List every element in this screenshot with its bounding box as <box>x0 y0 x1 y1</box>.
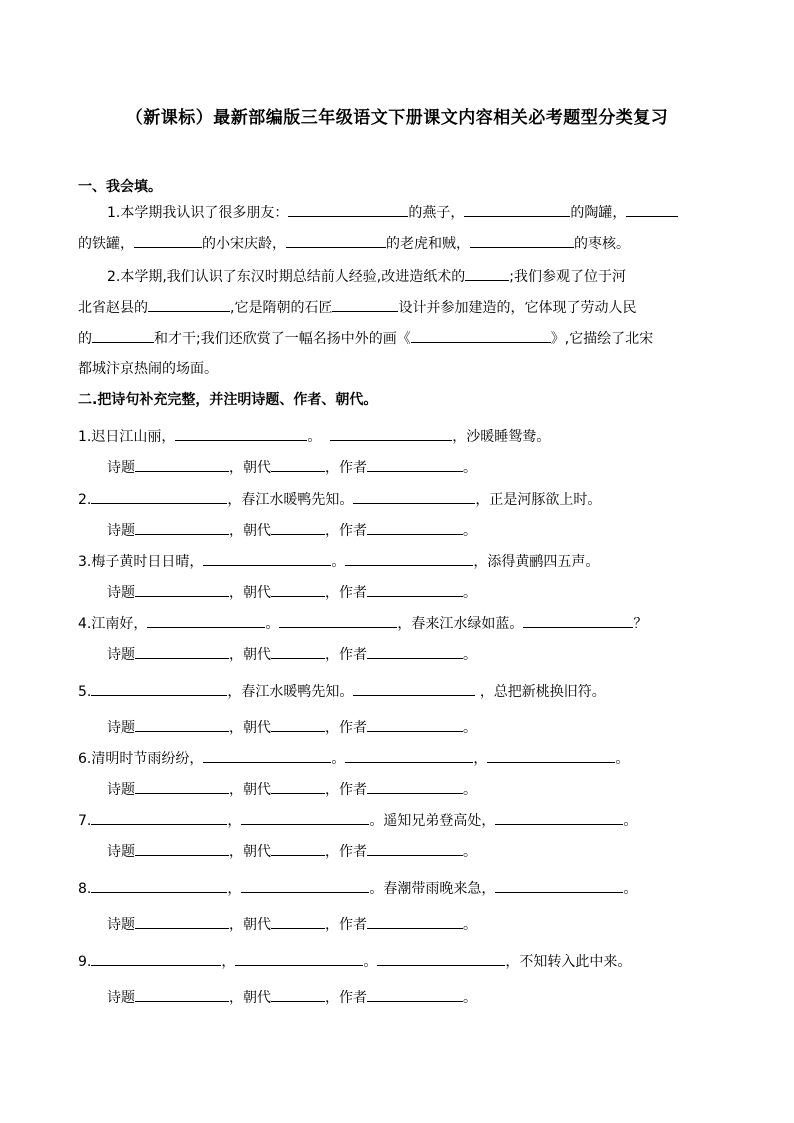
meta-dynasty-label: ，朝代 <box>229 782 271 798</box>
meta-author-label: ，作者 <box>325 460 367 476</box>
meta-end: 。 <box>463 523 477 539</box>
meta-end: 。 <box>463 782 477 798</box>
meta-end: 。 <box>463 585 477 601</box>
q2-text-a: 2.本学期,我们认识了东汉时期总结前人经验,改进造纸术的 <box>107 269 466 285</box>
section-1-heading: 一、我会填。 <box>78 179 162 195</box>
poem-text: ，总把新桃换旧符。 <box>479 684 606 700</box>
meta-end: 。 <box>463 844 477 860</box>
q2-text-g: 和才干;我们还欣赏了一幅名扬中外的画《 <box>154 331 411 347</box>
poem-text: 。 <box>331 751 346 767</box>
poem-text: 4.江南好， <box>78 616 148 632</box>
meta-author-label: ，作者 <box>325 917 367 933</box>
poem-text: ， <box>227 881 242 897</box>
poem-title-blank[interactable] <box>135 643 229 659</box>
poem-title-blank[interactable] <box>135 913 229 929</box>
poem-text: 。 <box>331 554 346 570</box>
answer-blank[interactable] <box>626 201 678 217</box>
poem-title-blank[interactable] <box>135 581 229 597</box>
poem-8-line <box>78 877 637 898</box>
meta-end: 。 <box>463 990 477 1006</box>
answer-blank[interactable] <box>241 877 369 893</box>
poem-text: 5. <box>78 684 92 700</box>
author-blank[interactable] <box>367 986 463 1002</box>
answer-blank[interactable] <box>241 809 369 825</box>
answer-blank[interactable] <box>377 950 505 966</box>
answer-blank[interactable] <box>91 877 227 893</box>
poem-title-blank[interactable] <box>135 840 229 856</box>
meta-dynasty-label: ，朝代 <box>229 917 271 933</box>
meta-dynasty-label: ，朝代 <box>229 647 271 663</box>
poem-text: ， <box>221 954 236 970</box>
author-blank[interactable] <box>367 913 463 929</box>
poem-5-line <box>78 680 606 701</box>
poem-7-line <box>78 809 637 830</box>
poem-text: ，春江水暖鸭先知。 <box>227 684 354 700</box>
poem-text: ，正是河豚欲上时。 <box>475 492 602 508</box>
author-blank[interactable] <box>367 643 463 659</box>
author-blank[interactable] <box>367 581 463 597</box>
meta-author-label: ，作者 <box>325 844 367 860</box>
poem-title-blank[interactable] <box>135 986 229 1002</box>
answer-blank[interactable] <box>345 747 473 763</box>
answer-blank[interactable] <box>470 232 574 248</box>
q1-text-b: 的燕子， <box>408 205 465 221</box>
answer-blank[interactable] <box>134 232 202 248</box>
answer-blank[interactable] <box>279 612 397 628</box>
answer-blank[interactable] <box>345 550 473 566</box>
q1-line-2 <box>78 232 630 253</box>
poem-6-line <box>78 747 629 768</box>
answer-blank[interactable] <box>353 680 475 696</box>
answer-blank[interactable] <box>464 201 570 217</box>
q2-text-b: ;我们参观了位于河 <box>509 269 626 285</box>
page-title: （新课标）最新部编版三年级语文下册课文内容相关必考题型分类复习 <box>125 108 669 128</box>
poem-text: ，春来江水绿如蓝。 <box>397 616 524 632</box>
answer-blank[interactable] <box>203 550 331 566</box>
meta-poem-label: 诗题 <box>107 647 135 663</box>
q1-text-e: 的小宋庆龄， <box>202 236 286 252</box>
poem-text: ， <box>473 751 488 767</box>
poem-title-blank[interactable] <box>135 519 229 535</box>
poem-3-meta <box>107 581 477 602</box>
poem-9-meta <box>107 986 477 1007</box>
q2-text-c: 北省赵县的 <box>78 300 148 316</box>
answer-blank[interactable] <box>465 265 509 281</box>
meta-dynasty-label: ，朝代 <box>229 844 271 860</box>
poem-text: 。 <box>623 881 638 897</box>
answer-blank[interactable] <box>91 809 227 825</box>
dynasty-blank[interactable] <box>271 778 325 794</box>
answer-blank[interactable] <box>92 327 154 343</box>
meta-end: 。 <box>463 460 477 476</box>
poem-text: 1.迟日江山丽， <box>78 429 176 445</box>
poem-9-line <box>78 950 631 971</box>
answer-blank[interactable] <box>286 232 386 248</box>
poem-text: 。春潮带雨晚来急， <box>369 881 496 897</box>
meta-author-label: ，作者 <box>325 647 367 663</box>
poem-8-meta <box>107 913 477 934</box>
meta-author-label: ，作者 <box>325 585 367 601</box>
poem-title-blank[interactable] <box>135 456 229 472</box>
meta-dynasty-label: ，朝代 <box>229 460 271 476</box>
poem-4-meta <box>107 643 477 664</box>
poem-text: 2. <box>78 492 92 508</box>
poem-text: ，添得黄鹂四五声。 <box>473 554 600 570</box>
q2-line-1 <box>107 265 626 286</box>
q1-text-g: 的枣核。 <box>574 236 630 252</box>
author-blank[interactable] <box>367 456 463 472</box>
answer-blank[interactable] <box>175 425 307 441</box>
answer-blank[interactable] <box>495 877 623 893</box>
meta-poem-label: 诗题 <box>107 782 135 798</box>
meta-author-label: ，作者 <box>325 990 367 1006</box>
poem-title-blank[interactable] <box>135 778 229 794</box>
poem-text: 3.梅子黄时日日晴， <box>78 554 204 570</box>
meta-poem-label: 诗题 <box>107 844 135 860</box>
meta-end: 。 <box>463 917 477 933</box>
answer-blank[interactable] <box>332 296 398 312</box>
meta-dynasty-label: ，朝代 <box>229 720 271 736</box>
meta-poem-label: 诗题 <box>107 720 135 736</box>
poem-4-line <box>78 612 647 633</box>
meta-poem-label: 诗题 <box>107 990 135 1006</box>
poem-text: 。遥知兄弟登高处， <box>369 813 496 829</box>
q1-text-f: 的老虎和贼， <box>386 236 470 252</box>
answer-blank[interactable] <box>523 612 633 628</box>
answer-blank[interactable] <box>147 612 265 628</box>
poem-text: 8. <box>78 881 92 897</box>
meta-poem-label: 诗题 <box>107 585 135 601</box>
poem-text: ，沙暖睡鸳鸯。 <box>452 429 551 445</box>
dynasty-blank[interactable] <box>271 986 325 1002</box>
poem-text: 6.清明时节雨纷纷， <box>78 751 204 767</box>
dynasty-blank[interactable] <box>271 643 325 659</box>
q2-text-d: ,它是隋朝的石匠 <box>230 300 333 316</box>
q1-text-d: 的铁罐， <box>78 236 134 252</box>
section-2-heading: 二.把诗句补充完整，并注明诗题、作者、朝代。 <box>78 392 378 408</box>
dynasty-blank[interactable] <box>271 840 325 856</box>
poem-1-meta <box>107 456 477 477</box>
poem-text: 。 <box>615 751 630 767</box>
q2-line-3 <box>78 327 653 348</box>
dynasty-blank[interactable] <box>271 581 325 597</box>
author-blank[interactable] <box>367 778 463 794</box>
meta-poem-label: 诗题 <box>107 460 135 476</box>
meta-dynasty-label: ，朝代 <box>229 990 271 1006</box>
q1-text-c: 的陶罐， <box>570 205 627 221</box>
poem-text: ，春江水暖鸭先知。 <box>227 492 354 508</box>
author-blank[interactable] <box>367 840 463 856</box>
dynasty-blank[interactable] <box>271 519 325 535</box>
meta-author-label: ，作者 <box>325 523 367 539</box>
answer-blank[interactable] <box>235 950 363 966</box>
q2-text-e: 设计并参加建造的，它体现了劳动人民 <box>398 300 637 316</box>
q2-text-h: 》,它描绘了北宋 <box>550 331 654 347</box>
dynasty-blank[interactable] <box>271 716 325 732</box>
poem-6-meta <box>107 778 477 799</box>
dynasty-blank[interactable] <box>271 913 325 929</box>
poem-text: ， <box>227 813 242 829</box>
meta-dynasty-label: ，朝代 <box>229 523 271 539</box>
answer-blank[interactable] <box>203 747 331 763</box>
answer-blank[interactable] <box>330 425 452 441</box>
answer-blank[interactable] <box>411 327 551 343</box>
poem-5-meta <box>107 716 477 737</box>
answer-blank[interactable] <box>288 201 408 217</box>
meta-poem-label: 诗题 <box>107 917 135 933</box>
poem-text: 。 <box>623 813 638 829</box>
poem-text: 9. <box>78 954 92 970</box>
meta-dynasty-label: ，朝代 <box>229 585 271 601</box>
poem-text: ？ <box>633 616 648 632</box>
q2-text-f: 的 <box>78 331 92 347</box>
answer-blank[interactable] <box>495 809 623 825</box>
dynasty-blank[interactable] <box>271 456 325 472</box>
poem-7-meta <box>107 840 477 861</box>
q2-text-i: 都城汴京热闹的场面。 <box>78 361 218 377</box>
meta-author-label: ，作者 <box>325 782 367 798</box>
q1-line-1 <box>107 201 678 222</box>
answer-blank[interactable] <box>148 296 230 312</box>
q2-line-4 <box>78 358 218 378</box>
poem-2-line <box>78 488 601 509</box>
meta-poem-label: 诗题 <box>107 523 135 539</box>
answer-blank[interactable] <box>487 747 615 763</box>
poem-text: 。 <box>307 429 322 445</box>
answer-blank[interactable] <box>91 680 227 696</box>
meta-author-label: ，作者 <box>325 720 367 736</box>
poem-text: ，不知转入此中来。 <box>505 954 632 970</box>
answer-blank[interactable] <box>91 488 227 504</box>
poem-text: 。 <box>265 616 280 632</box>
answer-blank[interactable] <box>91 950 221 966</box>
answer-blank[interactable] <box>353 488 475 504</box>
author-blank[interactable] <box>367 716 463 732</box>
author-blank[interactable] <box>367 519 463 535</box>
poem-3-line <box>78 550 599 571</box>
poem-text: 7. <box>78 813 92 829</box>
poem-title-blank[interactable] <box>135 716 229 732</box>
poem-1-line <box>78 425 550 446</box>
q2-line-2 <box>78 296 636 317</box>
poem-text: 。 <box>363 954 378 970</box>
meta-end: 。 <box>463 647 477 663</box>
poem-2-meta <box>107 519 477 540</box>
q1-text-a: 1.本学期我认识了很多朋友： <box>107 205 289 221</box>
meta-end: 。 <box>463 720 477 736</box>
